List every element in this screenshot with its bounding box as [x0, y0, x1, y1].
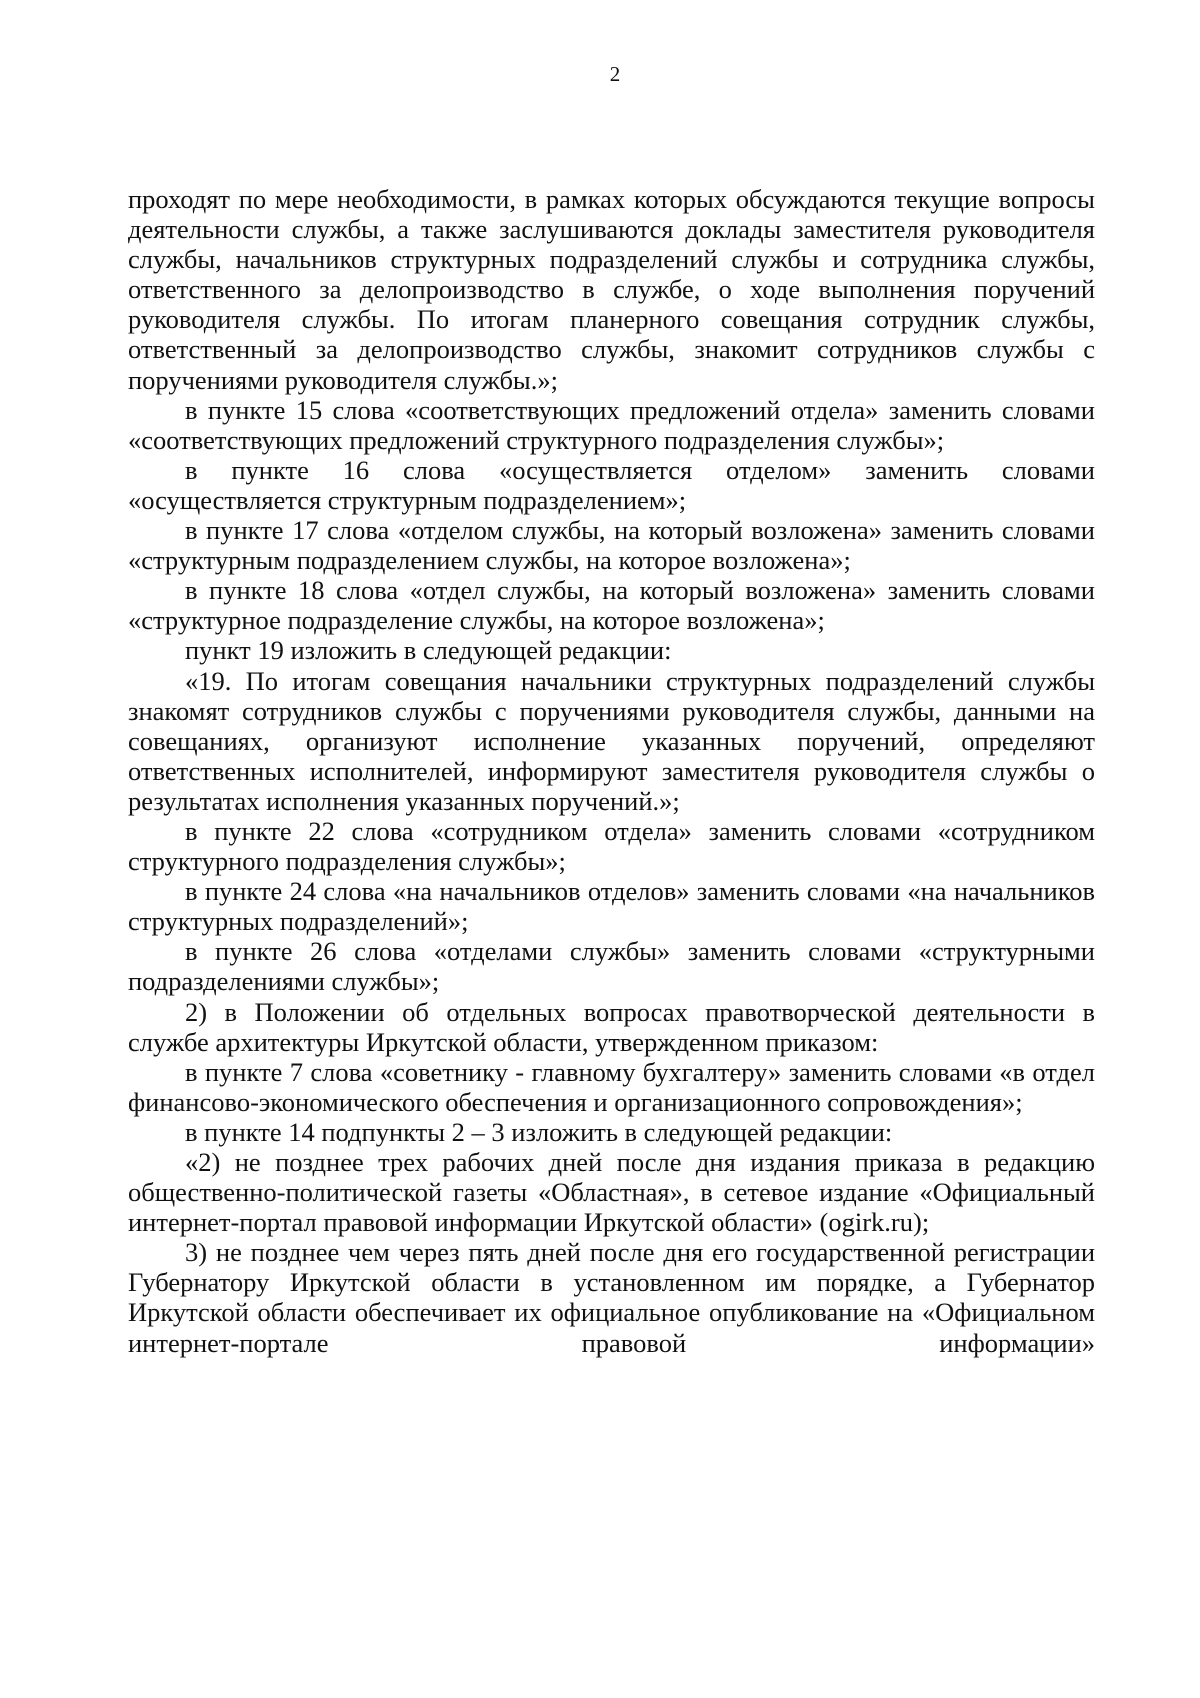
paragraph-item-26: в пункте 26 слова «отделами службы» заменить словами «структурными подразделениями службы»;	[128, 936, 1095, 997]
paragraph-item-24: в пункте 24 слова «на начальников отделов» заменить словами «на начальников структурных подразделений»;	[128, 876, 1095, 937]
paragraph-item-19-intro: пункт 19 изложить в следующей редакции:	[185, 635, 672, 666]
paragraph-subitem-3: 3) не позднее чем через пять дней после дня его государственной регистрации Губернатору Иркутской области в установленном им порядке, а Губернатор Иркутской области обеспечивает их официальное опубликование на «Официальном интернет-портале правовой информации»	[128, 1237, 1095, 1358]
paragraph-item-15: в пункте 15 слова «соответствующих предложений отдела» заменить словами «соответствующих предложений структурного подразделения службы»;	[128, 394, 1095, 455]
paragraph-subitem-2: «2) не позднее трех рабочих дней после дня издания приказа в редакцию общественно-политической газеты «Областная», в сетевое издание «Официальный интернет-портал правовой информации Иркутской области» (ogirk.ru);	[128, 1147, 1095, 1238]
paragraph-item-7: в пункте 7 слова «советнику - главному бухгалтеру» заменить словами «в отдел финансово-экономического обеспечения и организационного сопровождения»;	[128, 1056, 1095, 1117]
page-number: 2	[609, 62, 621, 86]
paragraph-section-2: 2) в Положении об отдельных вопросах правотворческой деятельности в службе архитектуры Иркутской области, утвержденном приказом:	[128, 996, 1095, 1057]
paragraph-continuation: проходят по мере необходимости, в рамках которых обсуждаются текущие вопросы деятельности службы, а также заслушиваются доклады заместителя руководителя службы, начальников структурных подразделений службы и сотрудника службы, ответственного за делопроизводство в службе, о ходе выполнения поручений руководителя службы. По итогам планерного совещания сотрудник службы, ответственный за делопроизводство службы, знакомит сотрудников службы с поручениями руководителя службы.»;	[128, 184, 1095, 395]
paragraph-item-18: в пункте 18 слова «отдел службы, на который возложена» заменить словами «структурное подразделение службы, на которое возложена»;	[128, 575, 1095, 636]
paragraph-item-17: в пункте 17 слова «отделом службы, на который возложена» заменить словами «структурным подразделением службы, на которое возложена»;	[128, 515, 1095, 576]
paragraph-item-14-intro: в пункте 14 подпункты 2 – 3 изложить в следующей редакции:	[185, 1116, 893, 1147]
paragraph-item-19-text: «19. По итогам совещания начальники структурных подразделений службы знакомят сотрудников службы с поручениями руководителя службы, данными на совещаниях, организуют исполнение указанных поручений, определяют ответственных исполнителей, информируют заместителя руководителя службы о результатах исполнения указанных поручений.»;	[128, 665, 1095, 816]
document-body	[128, 184, 1095, 1358]
paragraph-item-16: в пункте 16 слова «осуществляется отделом» заменить словами «осуществляется структурным подразделением»;	[128, 454, 1095, 515]
paragraph-item-22: в пункте 22 слова «сотрудником отдела» заменить словами «сотрудником структурного подразделения службы»;	[128, 815, 1095, 877]
